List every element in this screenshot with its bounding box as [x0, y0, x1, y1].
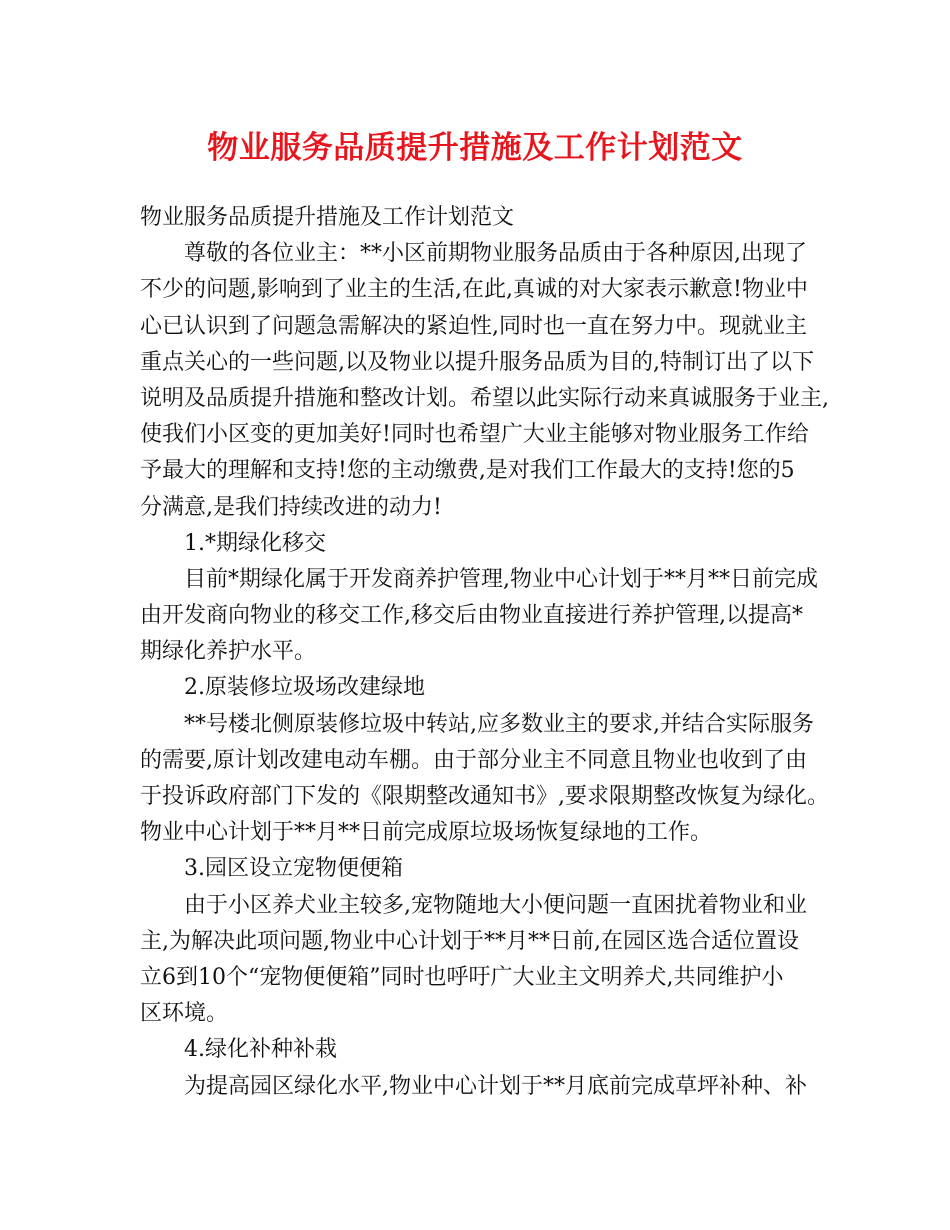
text-line: 为提高园区绿化水平,物业中心计划于**月底前完成草坪补种、补 [184, 1073, 807, 1099]
document-body [140, 200, 830, 1105]
text-line: 主,为解决此项问题,物业中心计划于**月**日前,在园区选合适位置设 [140, 928, 799, 954]
text-line: 说明及品质提升措施和整改计划。希望以此实际行动来真诚服务于业主, [140, 385, 829, 411]
text-line: 分满意,是我们持续改进的动力! [140, 494, 442, 520]
text-line: 4.绿化补种补栽 [184, 1037, 337, 1063]
text-line: 由开发商向物业的移交工作,移交后由物业直接进行养护管理,以提高* [140, 603, 803, 629]
text-line: 2.原装修垃圾场改建绿地 [184, 675, 425, 701]
text-line: 物业中心计划于**月**日前完成原垃圾场恢复绿地的工作。 [140, 820, 713, 846]
text-line: 目前*期绿化属于开发商养护管理,物业中心计划于**月**日前完成 [184, 566, 818, 592]
text-line: 心已认识到了问题急需解决的紧迫性,同时也一直在努力中。现就业主 [140, 313, 807, 339]
text-line: 物业服务品质提升措施及工作计划范文 [140, 205, 515, 230]
text-line: 区环境。 [140, 1001, 229, 1027]
text-line: 尊敬的各位业主：**小区前期物业服务品质由于各种原因,出现了 [184, 241, 807, 267]
text-line: 重点关心的一些问题,以及物业以提升服务品质为目的,特制订出了以下 [140, 349, 814, 375]
text-line: 由于小区养犬业主较多,宠物随地大小便问题一直困扰着物业和业 [184, 892, 807, 918]
text-line: 使我们小区变的更加美好!同时也希望广大业主能够对物业服务工作给 [140, 422, 809, 448]
text-line: 的需要,原计划改建电动车棚。由于部分业主不同意且物业也收到了由 [140, 747, 807, 773]
text-line: 1.*期绿化移交 [184, 530, 326, 556]
text-line: 3.园区设立宠物便便箱 [184, 856, 403, 882]
text-line: 于投诉政府部门下发的《限期整改通知书》,要求限期整改恢复为绿化。 [140, 784, 829, 809]
text-line: 不少的问题,影响到了业主的生活,在此,真诚的对大家表示歉意!物业中 [140, 277, 808, 303]
text-line: 予最大的理解和支持!您的主动缴费,是对我们工作最大的支持!您的5 [140, 458, 795, 484]
document-title: 物业服务品质提升措施及工作计划范文 [207, 130, 743, 166]
text-line: 立6到10个“宠物便便箱”同时也呼吁广大业主文明养犬,共同维护小 [140, 964, 784, 990]
text-line: **号楼北侧原装修垃圾中转站,应多数业主的要求,并结合实际服务 [184, 711, 814, 737]
text-line: 期绿化养护水平。 [140, 639, 317, 665]
